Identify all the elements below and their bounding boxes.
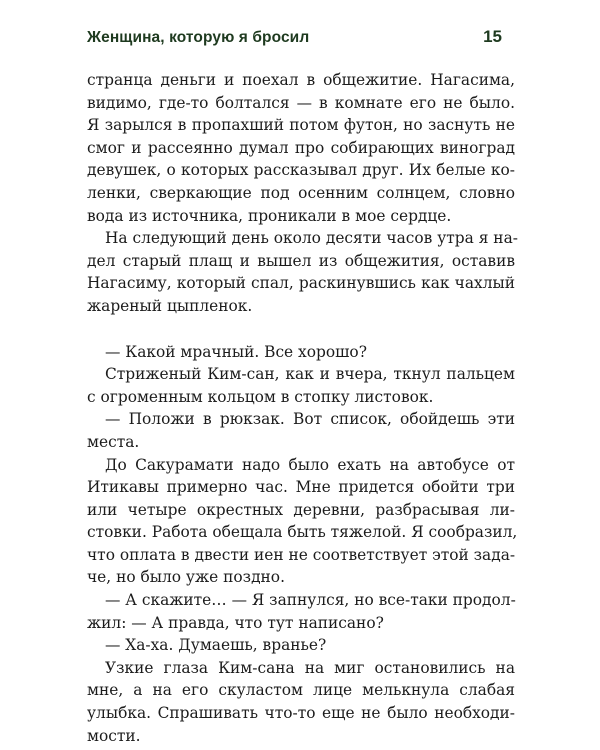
text-line: мне, а на его скуластом лице мелькнула слабая bbox=[87, 681, 515, 700]
text-line: мости. bbox=[87, 726, 141, 745]
running-head bbox=[87, 27, 502, 53]
body-text bbox=[87, 69, 518, 747]
text-line: странца деньги и поехал в общежитие. Нагасима, bbox=[87, 71, 515, 89]
text-line: или четыре окрестных деревни, разбрасывая ли- bbox=[87, 500, 515, 519]
text-line: дел старый плащ и вышел из общежития, оставив bbox=[87, 251, 515, 270]
section-break bbox=[87, 318, 515, 341]
text-line: ленки, сверкающие под осенним солнцем, словно bbox=[87, 183, 515, 202]
text-line: Итикавы примерно час. Мне придется обойти три bbox=[87, 478, 515, 497]
text-line: На следующий день около десяти часов утра я на- bbox=[105, 229, 518, 248]
text-line: жареный цыпленок. bbox=[87, 296, 253, 315]
text-line: че, но было уже поздно. bbox=[87, 568, 285, 587]
text-line: девушек, о которых рассказывал друг. Их белые ко- bbox=[87, 161, 515, 180]
page-number: 15 bbox=[483, 27, 502, 46]
text-line: смог и рассеянно думал про собирающих виноград bbox=[87, 138, 515, 157]
dialogue-line: — Положи в рюкзак. Вот список, обойдешь эти bbox=[105, 410, 515, 429]
text-line: До Сакурамати надо было ехать на автобусе от bbox=[105, 455, 515, 474]
running-title: Женщина, которую я бросил bbox=[87, 29, 310, 46]
text-line: места. bbox=[87, 432, 140, 451]
dialogue-line: — А скажите… — Я запнулся, но все-таки продол- bbox=[105, 591, 516, 610]
text-line: жил: — А правда, что тут написано? bbox=[87, 613, 384, 632]
text-line: Нагасиму, который спал, раскинувшись как чахлый bbox=[87, 274, 515, 293]
text-line: Узкие глаза Ким-сана на миг остановились на bbox=[105, 658, 515, 677]
text-line: Я зарылся в пропахший потом футон, но заснуть не bbox=[87, 116, 515, 135]
text-line: улыбка. Спрашивать что-то еще не было необходи- bbox=[87, 704, 515, 723]
dialogue-line: — Ха-ха. Думаешь, вранье? bbox=[105, 636, 327, 655]
text-line: вода из источника, проникали в мое сердце. bbox=[87, 206, 452, 225]
dialogue-line: — Какой мрачный. Все хорошо? bbox=[105, 342, 367, 361]
text-line: с огроменным кольцом в стопку листовок. bbox=[87, 387, 434, 406]
text-line: что оплата в двести иен не соответствует этой зада- bbox=[87, 545, 516, 564]
text-line: Стриженый Ким-сан, как и вчера, ткнул пальцем bbox=[105, 365, 515, 384]
text-line: стовки. Работа обещала быть тяжелой. Я сообразил, bbox=[87, 523, 518, 542]
text-line: видимо, где-то болтался — в комнате его не было. bbox=[87, 93, 515, 112]
